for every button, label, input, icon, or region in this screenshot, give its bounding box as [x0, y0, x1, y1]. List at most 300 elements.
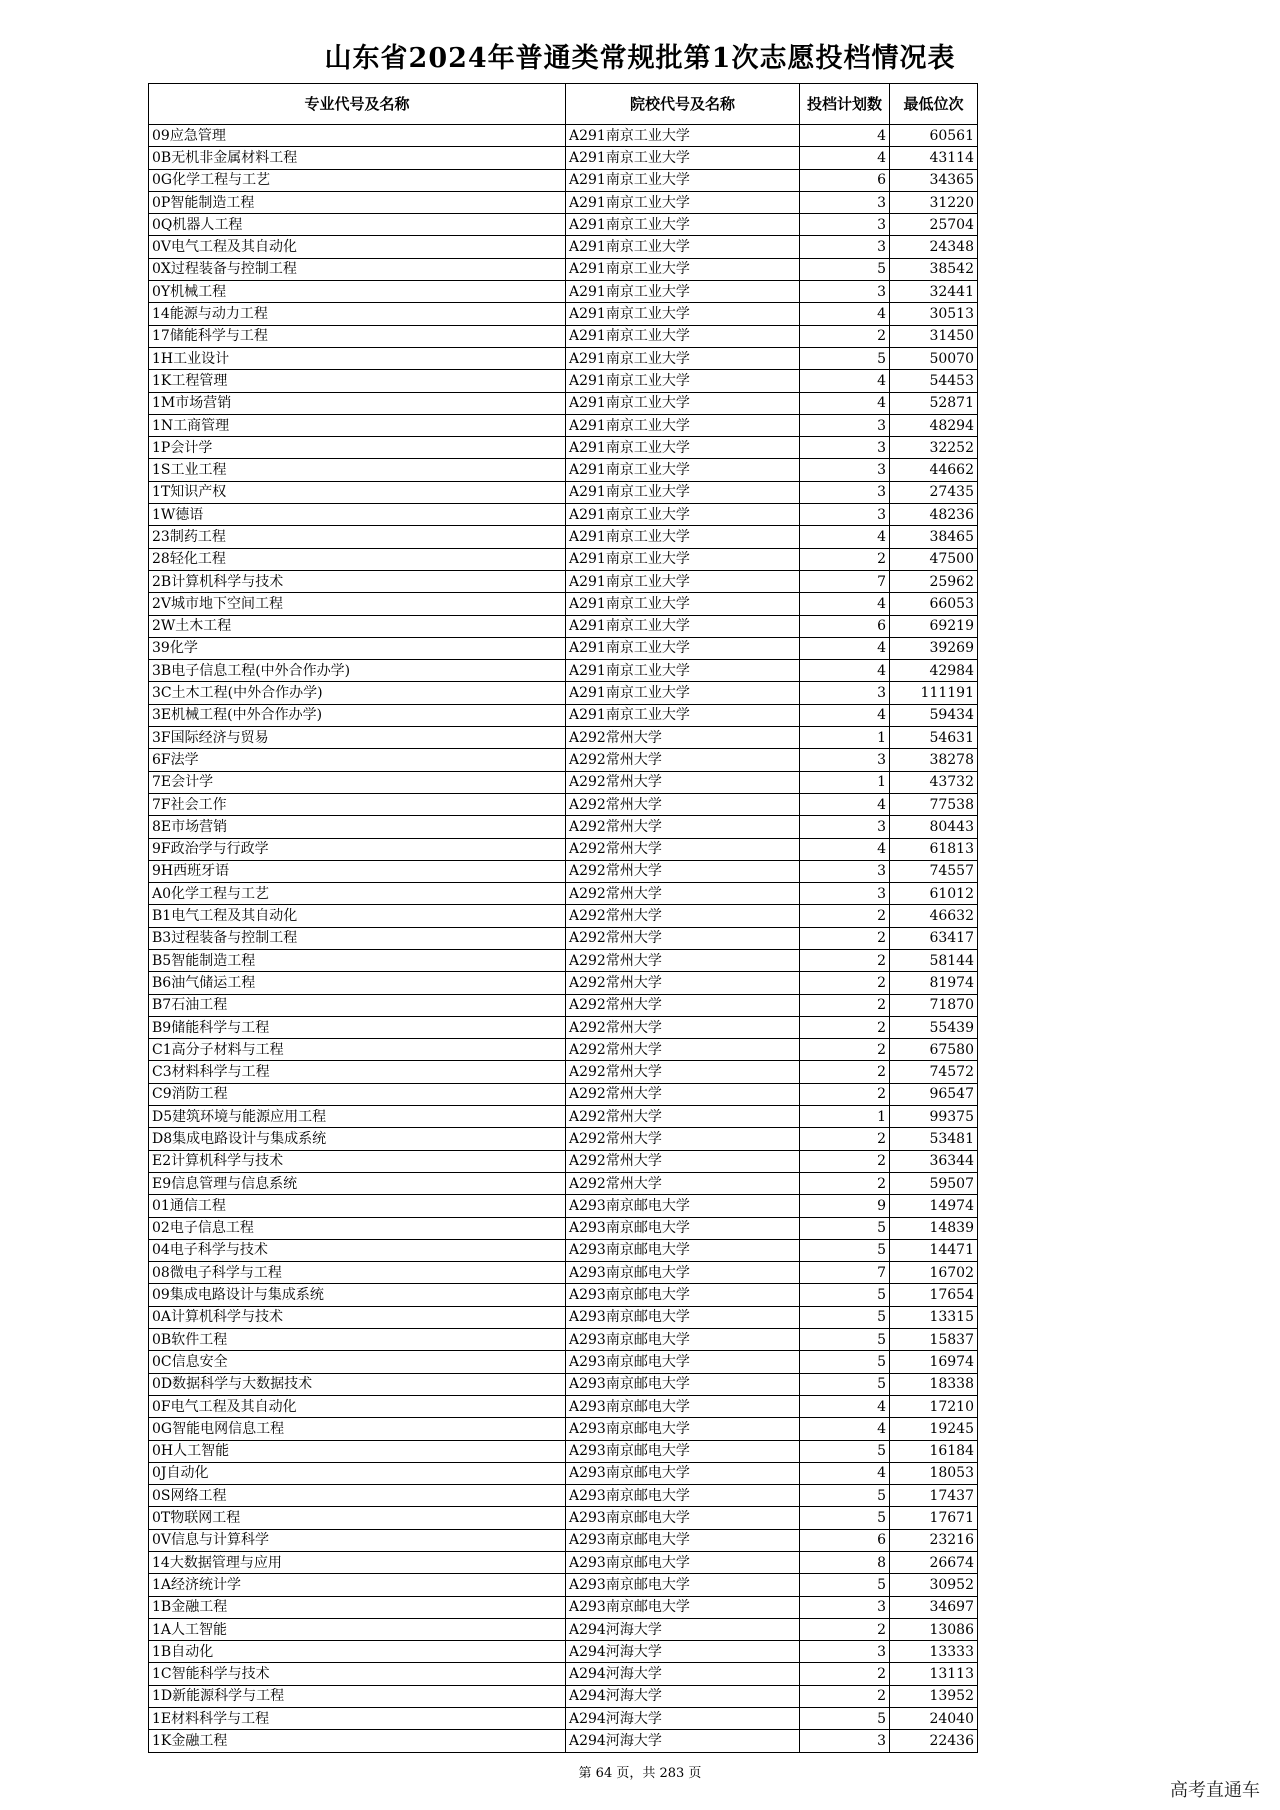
cell-major: 1M市场营销 — [149, 392, 566, 414]
cell-school: A293南京邮电大学 — [566, 1306, 800, 1328]
cell-min-rank: 14974 — [890, 1195, 978, 1217]
table-row — [149, 838, 978, 860]
cell-school: A293南京邮电大学 — [566, 1351, 800, 1373]
cell-plan-count: 4 — [800, 593, 890, 615]
table-row — [149, 1284, 978, 1306]
cell-school: A291南京工业大学 — [566, 370, 800, 392]
cell-min-rank: 30513 — [890, 303, 978, 325]
cell-major: B1电气工程及其自动化 — [149, 905, 566, 927]
table-row — [149, 704, 978, 726]
cell-major: 2V城市地下空间工程 — [149, 593, 566, 615]
table-row — [149, 191, 978, 213]
cell-min-rank: 15837 — [890, 1329, 978, 1351]
cell-school: A293南京邮电大学 — [566, 1485, 800, 1507]
cell-plan-count: 3 — [800, 459, 890, 481]
cell-min-rank: 17654 — [890, 1284, 978, 1306]
cell-plan-count: 5 — [800, 1507, 890, 1529]
cell-school: A293南京邮电大学 — [566, 1195, 800, 1217]
cell-school: A292常州大学 — [566, 1150, 800, 1172]
cell-major: 0A计算机科学与技术 — [149, 1306, 566, 1328]
cell-plan-count: 6 — [800, 1529, 890, 1551]
cell-plan-count: 4 — [800, 147, 890, 169]
cell-plan-count: 2 — [800, 1128, 890, 1150]
cell-major: 9H西班牙语 — [149, 860, 566, 882]
cell-major: 0Y机械工程 — [149, 281, 566, 303]
cell-min-rank: 54631 — [890, 727, 978, 749]
cell-min-rank: 13086 — [890, 1618, 978, 1640]
table-row — [149, 1395, 978, 1417]
cell-school: A293南京邮电大学 — [566, 1529, 800, 1551]
cell-school: A291南京工业大学 — [566, 660, 800, 682]
cell-school: A291南京工业大学 — [566, 459, 800, 481]
cell-major: D5建筑环境与能源应用工程 — [149, 1106, 566, 1128]
cell-school: A291南京工业大学 — [566, 169, 800, 191]
cell-major: 3F国际经济与贸易 — [149, 727, 566, 749]
cell-min-rank: 32252 — [890, 437, 978, 459]
cell-school: A291南京工业大学 — [566, 147, 800, 169]
cell-plan-count: 2 — [800, 1083, 890, 1105]
cell-min-rank: 55439 — [890, 1016, 978, 1038]
table-row — [149, 1083, 978, 1105]
cell-min-rank: 17437 — [890, 1485, 978, 1507]
cell-min-rank: 99375 — [890, 1106, 978, 1128]
cell-school: A291南京工业大学 — [566, 570, 800, 592]
cell-plan-count: 4 — [800, 660, 890, 682]
table-row — [149, 972, 978, 994]
cell-major: 14大数据管理与应用 — [149, 1552, 566, 1574]
table-row — [149, 169, 978, 191]
cell-major: C9消防工程 — [149, 1083, 566, 1105]
table-row — [149, 1641, 978, 1663]
cell-school: A292常州大学 — [566, 927, 800, 949]
cell-major: A0化学工程与工艺 — [149, 883, 566, 905]
cell-min-rank: 25704 — [890, 214, 978, 236]
cell-school: A293南京邮电大学 — [566, 1217, 800, 1239]
table-row — [149, 258, 978, 280]
cell-school: A292常州大学 — [566, 1016, 800, 1038]
cell-plan-count: 4 — [800, 1462, 890, 1484]
cell-major: 6F法学 — [149, 749, 566, 771]
table-row — [149, 214, 978, 236]
cell-school: A292常州大学 — [566, 1039, 800, 1061]
cell-major: E9信息管理与信息系统 — [149, 1172, 566, 1194]
table-row — [149, 1462, 978, 1484]
cell-school: A291南京工业大学 — [566, 414, 800, 436]
cell-min-rank: 48294 — [890, 414, 978, 436]
table-row — [149, 1574, 978, 1596]
cell-min-rank: 44662 — [890, 459, 978, 481]
cell-min-rank: 52871 — [890, 392, 978, 414]
cell-major: 0B软件工程 — [149, 1329, 566, 1351]
table-row — [149, 281, 978, 303]
cell-school: A294河海大学 — [566, 1618, 800, 1640]
cell-plan-count: 2 — [800, 1039, 890, 1061]
table-row — [149, 1351, 978, 1373]
cell-plan-count: 4 — [800, 704, 890, 726]
cell-plan-count: 1 — [800, 727, 890, 749]
table-row — [149, 1106, 978, 1128]
cell-plan-count: 4 — [800, 526, 890, 548]
table-row — [149, 459, 978, 481]
page-footer: 第 64 页，共 283 页 — [578, 1766, 702, 1781]
cell-major: 1P会计学 — [149, 437, 566, 459]
cell-plan-count: 2 — [800, 1150, 890, 1172]
cell-min-rank: 38278 — [890, 749, 978, 771]
cell-min-rank: 81974 — [890, 972, 978, 994]
cell-school: A292常州大学 — [566, 749, 800, 771]
table-row — [149, 816, 978, 838]
cell-plan-count: 3 — [800, 1730, 890, 1752]
cell-min-rank: 13315 — [890, 1306, 978, 1328]
cell-min-rank: 71870 — [890, 994, 978, 1016]
cell-min-rank: 61813 — [890, 838, 978, 860]
cell-major: 7F社会工作 — [149, 793, 566, 815]
cell-major: B9储能科学与工程 — [149, 1016, 566, 1038]
table-row — [149, 593, 978, 615]
cell-plan-count: 3 — [800, 236, 890, 258]
cell-min-rank: 111191 — [890, 682, 978, 704]
cell-school: A292常州大学 — [566, 905, 800, 927]
cell-major: 9F政治学与行政学 — [149, 838, 566, 860]
cell-min-rank: 31450 — [890, 325, 978, 347]
cell-major: 3E机械工程(中外合作办学) — [149, 704, 566, 726]
cell-min-rank: 34697 — [890, 1596, 978, 1618]
cell-plan-count: 1 — [800, 771, 890, 793]
cell-major: 1A经济统计学 — [149, 1574, 566, 1596]
table-row — [149, 949, 978, 971]
cell-min-rank: 53481 — [890, 1128, 978, 1150]
cell-school: A292常州大学 — [566, 972, 800, 994]
cell-plan-count: 5 — [800, 1284, 890, 1306]
cell-min-rank: 32441 — [890, 281, 978, 303]
cell-school: A292常州大学 — [566, 949, 800, 971]
cell-plan-count: 5 — [800, 1351, 890, 1373]
table-row — [149, 303, 978, 325]
cell-major: 2B计算机科学与技术 — [149, 570, 566, 592]
cell-plan-count: 4 — [800, 793, 890, 815]
cell-major: B3过程装备与控制工程 — [149, 927, 566, 949]
cell-school: A293南京邮电大学 — [566, 1329, 800, 1351]
table-row — [149, 1150, 978, 1172]
cell-min-rank: 30952 — [890, 1574, 978, 1596]
header-school: 院校代号及名称 — [566, 84, 800, 125]
table-row — [149, 1373, 978, 1395]
table-row — [149, 905, 978, 927]
cell-plan-count: 5 — [800, 1217, 890, 1239]
cell-major: 0H人工智能 — [149, 1440, 566, 1462]
cell-min-rank: 14471 — [890, 1239, 978, 1261]
cell-school: A292常州大学 — [566, 860, 800, 882]
cell-major: 1D新能源科学与工程 — [149, 1685, 566, 1707]
table-row — [149, 1306, 978, 1328]
table-row — [149, 1552, 978, 1574]
table-row — [149, 1685, 978, 1707]
cell-min-rank: 18053 — [890, 1462, 978, 1484]
table-row — [149, 236, 978, 258]
cell-plan-count: 6 — [800, 615, 890, 637]
cell-major: 17储能科学与工程 — [149, 325, 566, 347]
cell-school: A291南京工业大学 — [566, 504, 800, 526]
cell-plan-count: 4 — [800, 303, 890, 325]
cell-min-rank: 13952 — [890, 1685, 978, 1707]
cell-school: A294河海大学 — [566, 1708, 800, 1730]
cell-school: A293南京邮电大学 — [566, 1507, 800, 1529]
table-row — [149, 1663, 978, 1685]
cell-plan-count: 4 — [800, 392, 890, 414]
cell-school: A291南京工业大学 — [566, 593, 800, 615]
table-row — [149, 437, 978, 459]
header-plan-count: 投档计划数 — [800, 84, 890, 125]
cell-school: A292常州大学 — [566, 793, 800, 815]
cell-major: 0C信息安全 — [149, 1351, 566, 1373]
cell-major: C1高分子材料与工程 — [149, 1039, 566, 1061]
cell-school: A293南京邮电大学 — [566, 1373, 800, 1395]
cell-plan-count: 3 — [800, 860, 890, 882]
cell-plan-count: 5 — [800, 1440, 890, 1462]
table-row — [149, 1708, 978, 1730]
cell-school: A292常州大学 — [566, 883, 800, 905]
cell-min-rank: 59434 — [890, 704, 978, 726]
table-row — [149, 615, 978, 637]
cell-major: 0V电气工程及其自动化 — [149, 236, 566, 258]
cell-min-rank: 16702 — [890, 1262, 978, 1284]
cell-min-rank: 39269 — [890, 637, 978, 659]
cell-major: 1K工程管理 — [149, 370, 566, 392]
cell-plan-count: 1 — [800, 1106, 890, 1128]
cell-school: A292常州大学 — [566, 816, 800, 838]
cell-plan-count: 4 — [800, 1395, 890, 1417]
table-row — [149, 994, 978, 1016]
cell-major: 09集成电路设计与集成系统 — [149, 1284, 566, 1306]
cell-min-rank: 66053 — [890, 593, 978, 615]
cell-school: A292常州大学 — [566, 838, 800, 860]
cell-school: A291南京工业大学 — [566, 258, 800, 280]
cell-plan-count: 2 — [800, 1685, 890, 1707]
table-row — [149, 660, 978, 682]
cell-school: A293南京邮电大学 — [566, 1395, 800, 1417]
cell-major: B6油气储运工程 — [149, 972, 566, 994]
cell-plan-count: 5 — [800, 1239, 890, 1261]
cell-major: 8E市场营销 — [149, 816, 566, 838]
cell-plan-count: 5 — [800, 1708, 890, 1730]
table-row — [149, 392, 978, 414]
cell-school: A292常州大学 — [566, 1083, 800, 1105]
cell-min-rank: 16974 — [890, 1351, 978, 1373]
admission-table — [148, 83, 978, 1753]
cell-plan-count: 3 — [800, 481, 890, 503]
cell-major: 1B自动化 — [149, 1641, 566, 1663]
cell-min-rank: 43732 — [890, 771, 978, 793]
table-row — [149, 1016, 978, 1038]
cell-plan-count: 7 — [800, 570, 890, 592]
cell-school: A294河海大学 — [566, 1641, 800, 1663]
cell-min-rank: 77538 — [890, 793, 978, 815]
cell-min-rank: 16184 — [890, 1440, 978, 1462]
table-row — [149, 771, 978, 793]
cell-major: 0T物联网工程 — [149, 1507, 566, 1529]
cell-min-rank: 50070 — [890, 347, 978, 369]
cell-min-rank: 23216 — [890, 1529, 978, 1551]
cell-major: 2W土木工程 — [149, 615, 566, 637]
table-row — [149, 1329, 978, 1351]
cell-plan-count: 3 — [800, 749, 890, 771]
cell-plan-count: 5 — [800, 347, 890, 369]
cell-plan-count: 2 — [800, 1016, 890, 1038]
cell-school: A292常州大学 — [566, 1061, 800, 1083]
cell-plan-count: 3 — [800, 816, 890, 838]
cell-major: 0S网络工程 — [149, 1485, 566, 1507]
cell-school: A292常州大学 — [566, 771, 800, 793]
cell-major: C3材料科学与工程 — [149, 1061, 566, 1083]
cell-min-rank: 25962 — [890, 570, 978, 592]
cell-major: 08微电子科学与工程 — [149, 1262, 566, 1284]
cell-school: A293南京邮电大学 — [566, 1440, 800, 1462]
cell-plan-count: 5 — [800, 1485, 890, 1507]
table-row — [149, 1730, 978, 1752]
cell-school: A293南京邮电大学 — [566, 1262, 800, 1284]
table-row — [149, 682, 978, 704]
table-row — [149, 1172, 978, 1194]
cell-major: 04电子科学与技术 — [149, 1239, 566, 1261]
cell-plan-count: 3 — [800, 1596, 890, 1618]
cell-min-rank: 67580 — [890, 1039, 978, 1061]
cell-school: A293南京邮电大学 — [566, 1239, 800, 1261]
cell-school: A293南京邮电大学 — [566, 1284, 800, 1306]
cell-school: A291南京工业大学 — [566, 548, 800, 570]
cell-min-rank: 17671 — [890, 1507, 978, 1529]
table-body — [149, 125, 978, 1753]
cell-plan-count: 3 — [800, 682, 890, 704]
cell-min-rank: 34365 — [890, 169, 978, 191]
cell-min-rank: 59507 — [890, 1172, 978, 1194]
table-header-row — [149, 84, 978, 125]
table-row — [149, 125, 978, 147]
cell-plan-count: 2 — [800, 1172, 890, 1194]
cell-min-rank: 96547 — [890, 1083, 978, 1105]
cell-plan-count: 2 — [800, 927, 890, 949]
cell-plan-count: 4 — [800, 370, 890, 392]
cell-school: A291南京工业大学 — [566, 637, 800, 659]
cell-plan-count: 3 — [800, 191, 890, 213]
cell-school: A291南京工业大学 — [566, 214, 800, 236]
cell-min-rank: 17210 — [890, 1395, 978, 1417]
table-row — [149, 749, 978, 771]
cell-min-rank: 63417 — [890, 927, 978, 949]
cell-min-rank: 80443 — [890, 816, 978, 838]
table-row — [149, 526, 978, 548]
cell-plan-count: 2 — [800, 1618, 890, 1640]
cell-plan-count: 5 — [800, 1306, 890, 1328]
table-row — [149, 1039, 978, 1061]
cell-school: A291南京工业大学 — [566, 281, 800, 303]
cell-min-rank: 19245 — [890, 1418, 978, 1440]
cell-plan-count: 3 — [800, 504, 890, 526]
cell-min-rank: 27435 — [890, 481, 978, 503]
cell-plan-count: 4 — [800, 838, 890, 860]
page-title: 山东省2024年普通类常规批第1次志愿投档情况表 — [324, 43, 956, 74]
cell-major: 0Q机器人工程 — [149, 214, 566, 236]
cell-min-rank: 31220 — [890, 191, 978, 213]
cell-major: 23制药工程 — [149, 526, 566, 548]
cell-major: 28轻化工程 — [149, 548, 566, 570]
table-row — [149, 548, 978, 570]
table-row — [149, 504, 978, 526]
cell-school: A292常州大学 — [566, 994, 800, 1016]
cell-major: 7E会计学 — [149, 771, 566, 793]
cell-min-rank: 18338 — [890, 1373, 978, 1395]
cell-plan-count: 9 — [800, 1195, 890, 1217]
cell-plan-count: 4 — [800, 1418, 890, 1440]
table-row — [149, 414, 978, 436]
table-row — [149, 325, 978, 347]
cell-plan-count: 3 — [800, 883, 890, 905]
cell-major: 1N工商管理 — [149, 414, 566, 436]
cell-major: 0D数据科学与大数据技术 — [149, 1373, 566, 1395]
cell-school: A291南京工业大学 — [566, 704, 800, 726]
cell-plan-count: 3 — [800, 437, 890, 459]
cell-school: A292常州大学 — [566, 727, 800, 749]
cell-school: A294河海大学 — [566, 1685, 800, 1707]
cell-school: A294河海大学 — [566, 1730, 800, 1752]
cell-plan-count: 3 — [800, 1641, 890, 1663]
cell-school: A291南京工业大学 — [566, 236, 800, 258]
cell-school: A292常州大学 — [566, 1106, 800, 1128]
cell-min-rank: 38542 — [890, 258, 978, 280]
cell-school: A292常州大学 — [566, 1172, 800, 1194]
cell-school: A293南京邮电大学 — [566, 1596, 800, 1618]
table-row — [149, 883, 978, 905]
table-row — [149, 1239, 978, 1261]
table-row — [149, 1529, 978, 1551]
cell-school: A291南京工业大学 — [566, 325, 800, 347]
cell-min-rank: 74572 — [890, 1061, 978, 1083]
cell-major: D8集成电路设计与集成系统 — [149, 1128, 566, 1150]
cell-school: A294河海大学 — [566, 1663, 800, 1685]
cell-major: 1C智能科学与技术 — [149, 1663, 566, 1685]
cell-major: 1W德语 — [149, 504, 566, 526]
cell-school: A293南京邮电大学 — [566, 1552, 800, 1574]
cell-plan-count: 2 — [800, 905, 890, 927]
cell-major: 0J自动化 — [149, 1462, 566, 1484]
cell-plan-count: 7 — [800, 1262, 890, 1284]
cell-min-rank: 60561 — [890, 125, 978, 147]
cell-major: 1H工业设计 — [149, 347, 566, 369]
table-row — [149, 1061, 978, 1083]
cell-school: A291南京工业大学 — [566, 481, 800, 503]
cell-major: 14能源与动力工程 — [149, 303, 566, 325]
cell-major: B5智能制造工程 — [149, 949, 566, 971]
cell-plan-count: 2 — [800, 325, 890, 347]
cell-major: 1K金融工程 — [149, 1730, 566, 1752]
table-row — [149, 1507, 978, 1529]
cell-major: 1B金融工程 — [149, 1596, 566, 1618]
cell-min-rank: 26674 — [890, 1552, 978, 1574]
cell-plan-count: 8 — [800, 1552, 890, 1574]
cell-plan-count: 2 — [800, 949, 890, 971]
table-row — [149, 1485, 978, 1507]
cell-plan-count: 5 — [800, 1329, 890, 1351]
cell-min-rank: 13333 — [890, 1641, 978, 1663]
cell-min-rank: 38465 — [890, 526, 978, 548]
cell-major: B7石油工程 — [149, 994, 566, 1016]
cell-major: 0F电气工程及其自动化 — [149, 1395, 566, 1417]
table-row — [149, 727, 978, 749]
cell-school: A291南京工业大学 — [566, 392, 800, 414]
cell-major: 3B电子信息工程(中外合作办学) — [149, 660, 566, 682]
cell-school: A291南京工业大学 — [566, 526, 800, 548]
table-row — [149, 793, 978, 815]
cell-min-rank: 13113 — [890, 1663, 978, 1685]
